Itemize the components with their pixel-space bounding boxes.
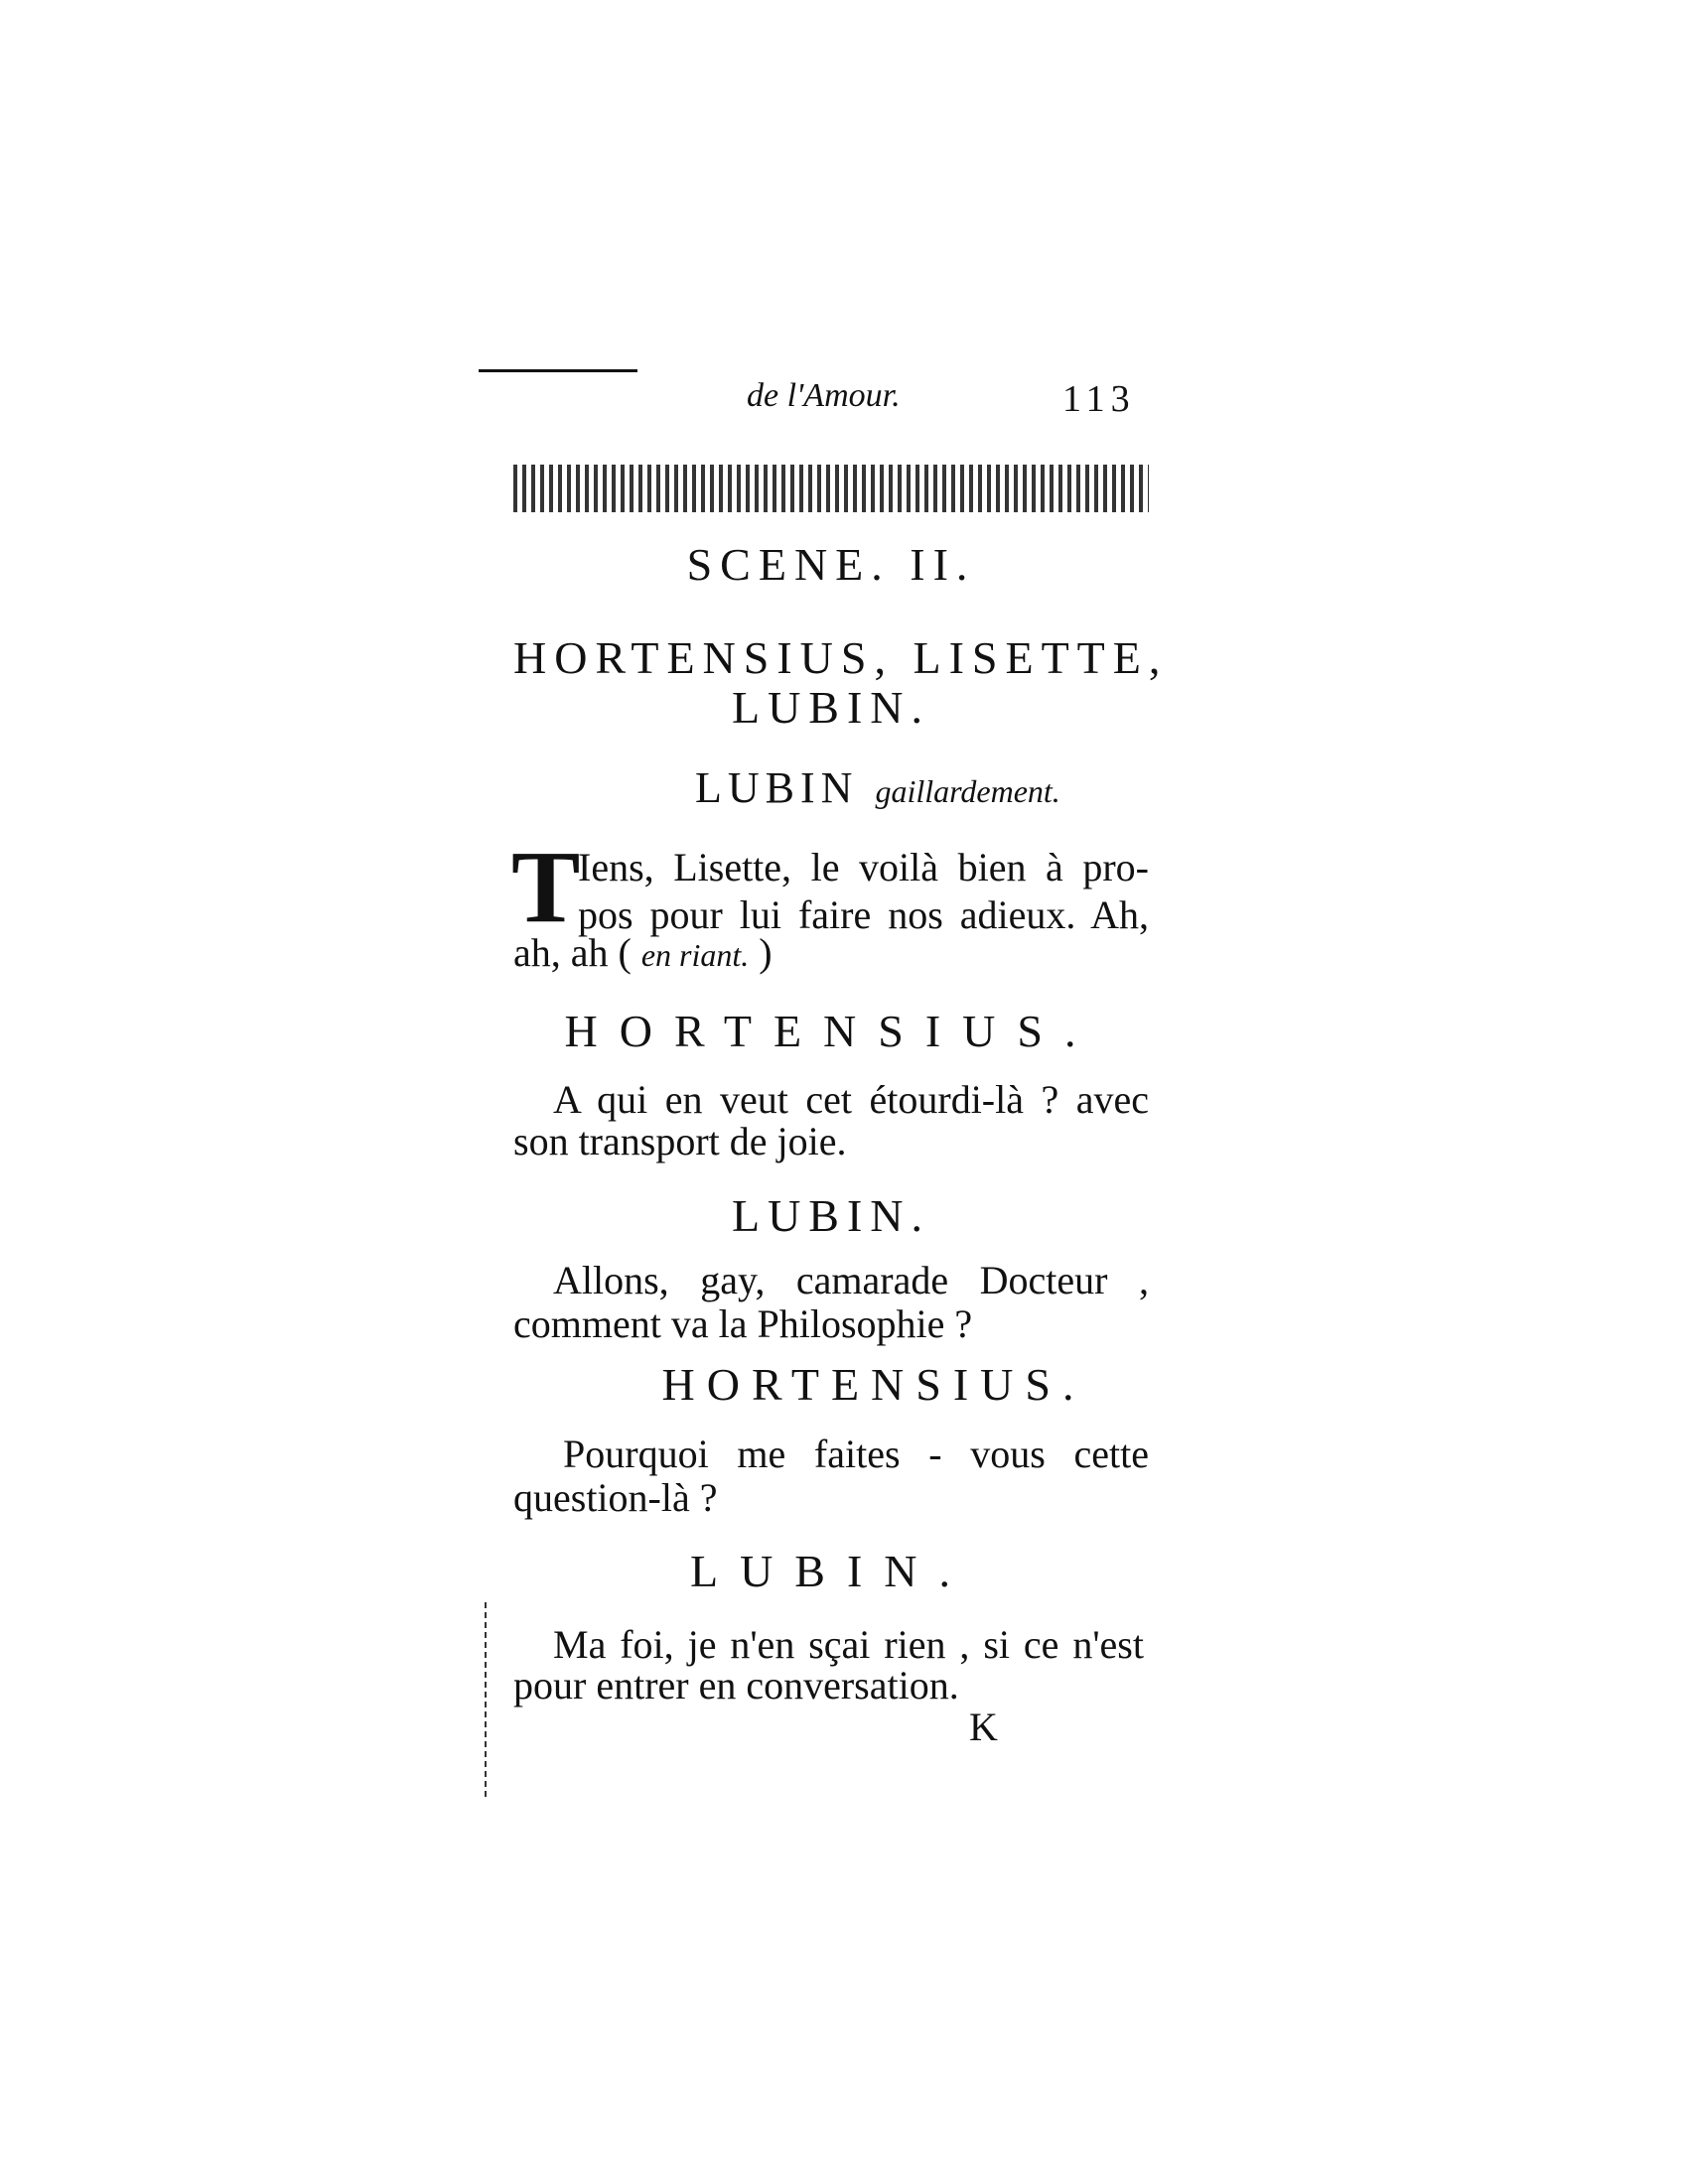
drop-cap: T xyxy=(511,830,581,944)
stage-direction: gaillardement. xyxy=(875,773,1060,809)
page-number: 113 xyxy=(1062,378,1136,420)
speaker-heading: HORTENSIUS. xyxy=(564,1006,1098,1056)
character-list-line-2: LUBIN. xyxy=(731,682,931,733)
page-edge-artifact xyxy=(485,1598,487,1797)
signature-mark: K xyxy=(969,1705,998,1749)
speaker-heading: LUBIN. xyxy=(731,1190,931,1241)
text-line: pour entrer en conversation. xyxy=(513,1663,959,1707)
speaker-name: LUBIN xyxy=(695,763,859,812)
ornament-band xyxy=(513,465,1149,512)
speaker-heading: LUBIN. xyxy=(689,1546,973,1596)
text-line xyxy=(513,929,1149,976)
running-head-title: de l'Amour. xyxy=(747,377,901,414)
text-line: Pourquoi me faites - vous cette xyxy=(563,1432,1149,1476)
speaker-heading xyxy=(695,762,1060,813)
text-line: son transport de joie. xyxy=(513,1119,847,1163)
margin-mark xyxy=(479,369,637,372)
speaker-heading: HORTENSIUS. xyxy=(661,1359,1086,1410)
text-fragment: ) xyxy=(759,930,773,975)
text-line: A qui en veut cet étourdi-là ? avec xyxy=(553,1077,1149,1122)
text-line: pos pour lui faire nos adieux. Ah, xyxy=(578,892,1149,937)
scene-title: SCENE. II. xyxy=(686,539,976,590)
text-fragment: ah, ah ( xyxy=(513,930,632,975)
text-line: Iens, Lisette, le voilà bien à pro- xyxy=(578,845,1149,889)
text-line: question-là ? xyxy=(513,1475,718,1520)
character-list-line-1: HORTENSIUS, LISETTE, xyxy=(513,632,1169,683)
text-line: comment va la Philosophie ? xyxy=(513,1301,973,1346)
text-line: Ma foi, je n'en sçai rien , si ce n'est xyxy=(553,1622,1144,1667)
text-line: Allons, gay, camarade Docteur , xyxy=(553,1258,1149,1302)
stage-direction: en riant. xyxy=(640,937,750,973)
